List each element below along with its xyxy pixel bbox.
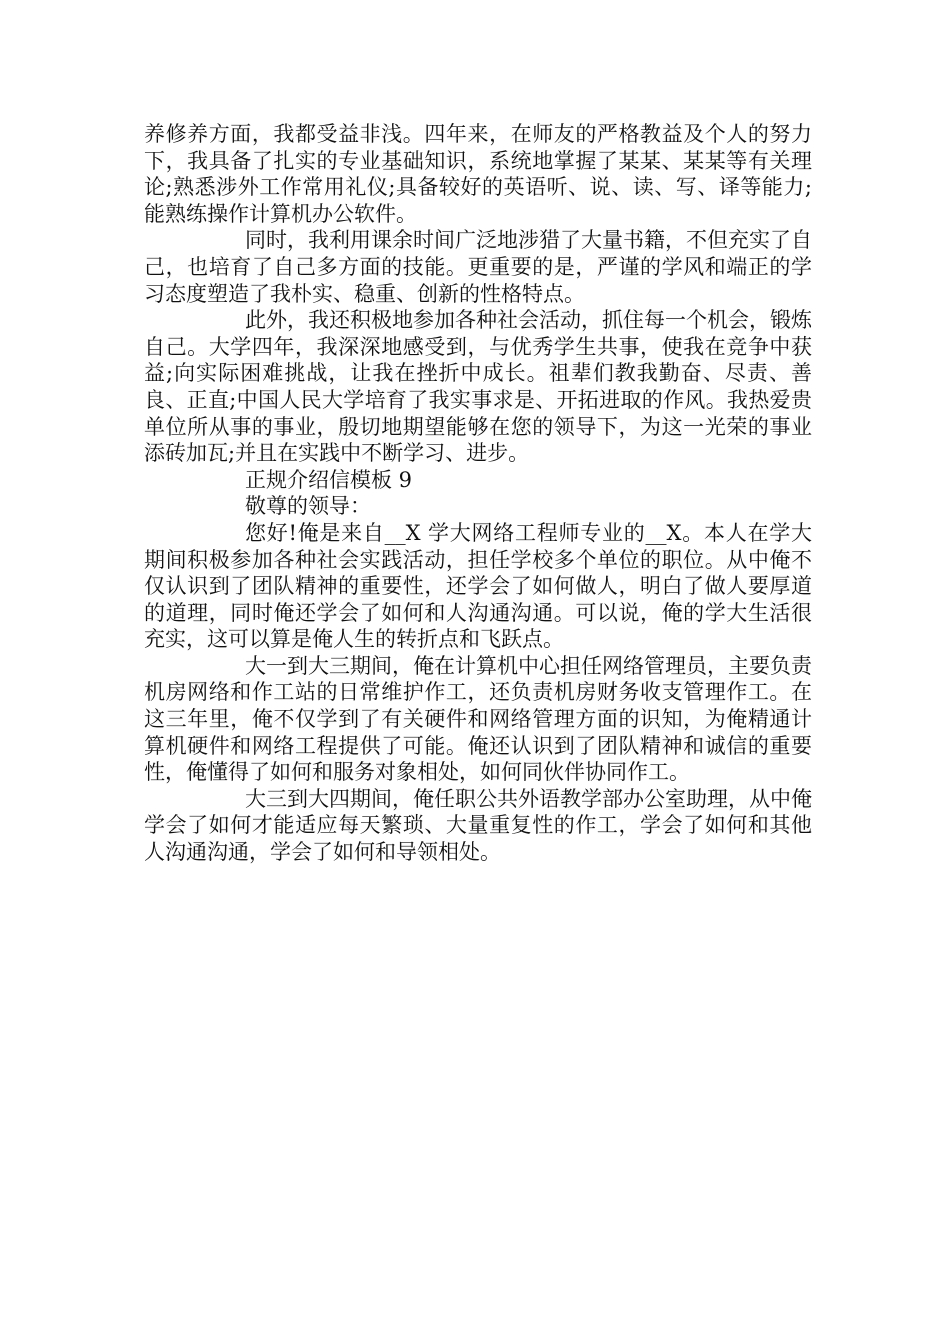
- document-body: [144, 121, 812, 866]
- letter-template-title: 正规介绍信模板 9: [245, 467, 413, 492]
- paragraph-office-assistant: 大三到大四期间，俺任职公共外语教学部办公室助理，从中俺学会了如何才能适应每天繁琐、大量重复性的作工，学会了如何和其他人沟通沟通，学会了如何和导领相处。: [144, 786, 812, 865]
- paragraph-network-admin: 大一到大三期间，俺在计算机中心担任网络管理员，主要负责机房网络和作工站的日常维护作工，还负责机房财务收支管理作工。在这三年里，俺不仅学到了有关硬件和网络管理方面的识知，为俺精通计算机硬件和网络工程提供了可能。俺还认识到了团队精神和诚信的重要性，俺懂得了如何和服务对象相处，如何同伙伴协同作工。: [144, 653, 812, 785]
- letter-salutation: 敬尊的领导：: [245, 494, 371, 519]
- paragraph-reading: 同时，我利用课余时间广泛地涉猎了大量书籍，不但充实了自己，也培育了自己多方面的技能。更重要的是，严谨的学风和端正的学习态度塑造了我朴实、稳重、创新的性格特点。: [144, 228, 812, 306]
- paragraph-self-cultivation: 养修养方面，我都受益非浅。四年来，在师友的严格教益及个人的努力下，我具备了扎实的专业基础知识，系统地掌握了某某、某某等有关理论;熟悉涉外工作常用礼仪;具备较好的英语听、说、读、写、译等能力;能熟练操作计算机办公软件。: [144, 122, 812, 226]
- paragraph-social-activities: 此外，我还积极地参加各种社会活动，抓住每一个机会，锻炼自己。大学四年，我深深地感受到，与优秀学生共事，使我在竞争中获益;向实际困难挑战，让我在挫折中成长。祖辈们教我勤奋、尽责、善良、正直;中国人民大学培育了我实事求是、开拓进取的作风。我热爱贵单位所从事的事业，殷切地期望能够在您的领导下，为这一光荣的事业添砖加瓦;并且在实践中不断学习、进步。: [144, 308, 812, 466]
- paragraph-greeting-intro: 您好!俺是来自__X 学大网络工程师专业的__X。本人在学大期间积极参加各种社会实践活动，担任学校多个单位的职位。从中俺不仅认识到了团队精神的重要性，还学会了如何做人，明白了做人要厚道的道理，同时俺还学会了如何和人沟通沟通。可以说，俺的学大生活很充实，这可以算是俺人生的转折点和飞跃点。: [144, 520, 812, 652]
